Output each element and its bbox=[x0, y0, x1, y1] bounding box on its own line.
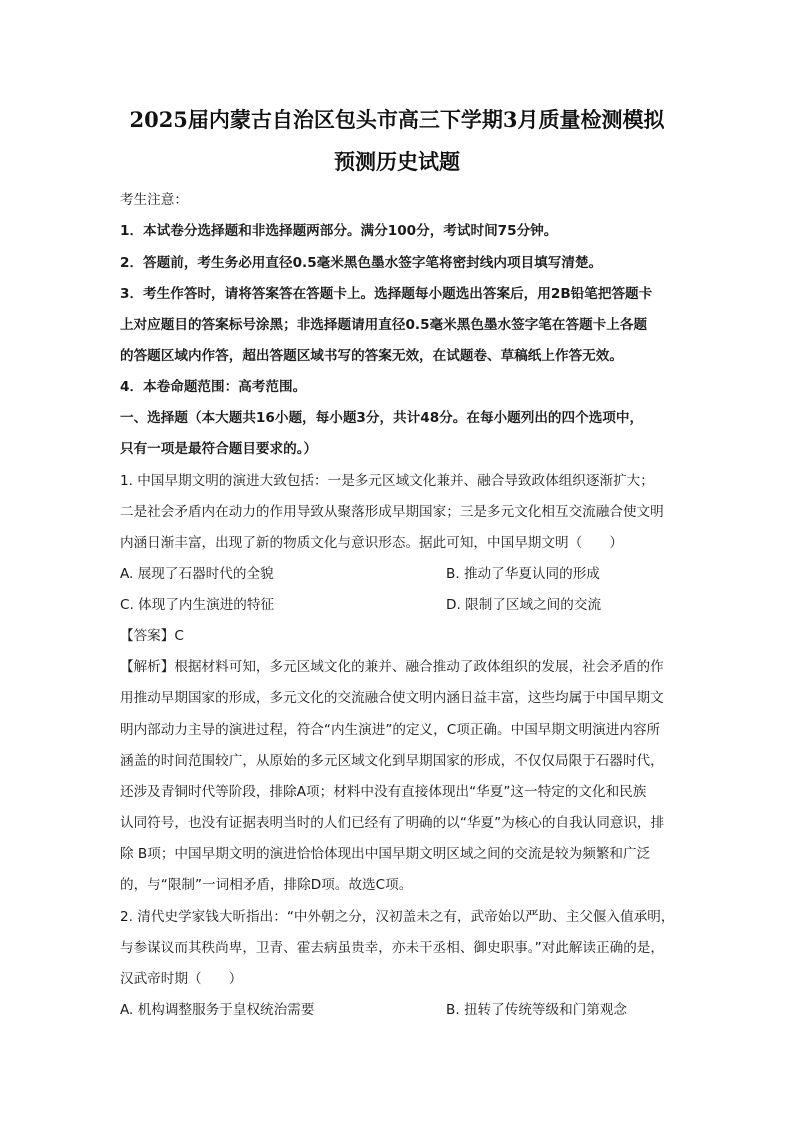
notice-line: 4．本卷命题范围：高考范围。 bbox=[120, 379, 307, 395]
question-1-option-d: D. 限制了区域之间的交流 bbox=[446, 597, 602, 613]
question-1-option-c: C. 体现了内生演进的特征 bbox=[120, 597, 275, 613]
section-heading: 只有一项是最符合题目要求的。） bbox=[120, 441, 318, 457]
question-1-answer: 【答案】C bbox=[120, 628, 184, 644]
question-2-option-b: B. 扭转了传统等级和门第观念 bbox=[446, 1002, 628, 1018]
notice-line: 2．答题前，考生务必用直径0.5毫米黑色墨水签字笔将密封线内项目填写清楚。 bbox=[120, 255, 603, 271]
question-2-option-a: A. 机构调整服务于皇权统治需要 bbox=[120, 1002, 315, 1018]
question-1-analysis: 认同符号，也没有证据表明当时的人们已经有了明确的以“华夏”为核心的自我认同意识，排 bbox=[120, 815, 665, 831]
notice-line: 上对应题目的答案标号涂黑；非选择题请用直径0.5毫米黑色墨水签字笔在答题卡上各题 bbox=[120, 317, 648, 333]
question-1-analysis: 涵盖的时间范围较广，从原始的多元区域文化到早期国家的形成，不仅仅局限于石器时代， bbox=[120, 753, 664, 769]
question-1-analysis: 的，与“限制”一词相矛盾，排除D项。故选C项。 bbox=[120, 877, 413, 893]
notice-line: 3．考生作答时，请将答案答在答题卡上。选择题每小题选出答案后，用2B铅笔把答题卡 bbox=[120, 286, 653, 302]
question-1-analysis: 用推动早期国家的形成，多元文化的交流融合使文明内涵日益丰富，这些均属于中国早期文 bbox=[120, 690, 664, 706]
question-1-option-b: B. 推动了华夏认同的形成 bbox=[446, 566, 600, 582]
question-1-option-a: A. 展现了石器时代的全貌 bbox=[120, 566, 274, 582]
question-1-stem: 1. 中国早期文明的演进大致包括：一是多元区域文化兼并、融合导致政体组织逐渐扩大； bbox=[120, 473, 654, 489]
question-2-stem: 与参谋议而其秩尚卑，卫青、霍去病虽贵幸，亦未干丞相、御史职事。”对此解读正确的是， bbox=[120, 940, 664, 956]
question-2-stem: 汉武帝时期（ ） bbox=[120, 971, 243, 987]
notice-header: 考生注意： bbox=[120, 192, 188, 208]
question-1-stem: 二是社会矛盾内在动力的作用导致从聚落形成早期国家；三是多元文化相互交流融合使文明 bbox=[120, 504, 664, 520]
question-1-analysis: 【解析】根据材料可知，多元区域文化的兼并、融合推动了政体组织的发展，社会矛盾的作 bbox=[120, 659, 664, 675]
notice-line: 的答题区域内作答，超出答题区域书写的答案无效，在试题卷、草稿纸上作答无效。 bbox=[120, 348, 623, 364]
question-1-analysis: 还涉及青铜时代等阶段，排除A项；材料中没有直接体现出“华夏”这一特定的文化和民族 bbox=[120, 784, 647, 800]
question-2-stem: 2. 清代史学家钱大昕指出：“中外朝之分，汉初盖未之有，武帝始以严助、主父偃入值承明， bbox=[120, 909, 675, 925]
section-heading: 一、选择题（本大题共16小题，每小题3分，共计48分。在每小题列出的四个选项中， bbox=[120, 410, 644, 426]
question-1-analysis: 除 B项；中国早期文明的演进恰恰体现出中国早期文明区域之间的交流是较为频繁和广泛 bbox=[120, 846, 651, 862]
doc-title-line-1: 2025届内蒙古自治区包头市高三下学期3月质量检测模拟 bbox=[129, 107, 665, 132]
doc-title-line-2: 预测历史试题 bbox=[334, 149, 460, 174]
question-1-analysis: 明内部动力主导的演进过程，符合“内生演进”的定义，C项正确。中国早期文明演进内容所 bbox=[120, 722, 661, 738]
question-1-stem: 内涵日渐丰富，出现了新的物质文化与意识形态。据此可知，中国早期文明（ ） bbox=[120, 535, 623, 551]
notice-line: 1．本试卷分选择题和非选择题两部分。满分100分，考试时间75分钟。 bbox=[120, 223, 558, 239]
